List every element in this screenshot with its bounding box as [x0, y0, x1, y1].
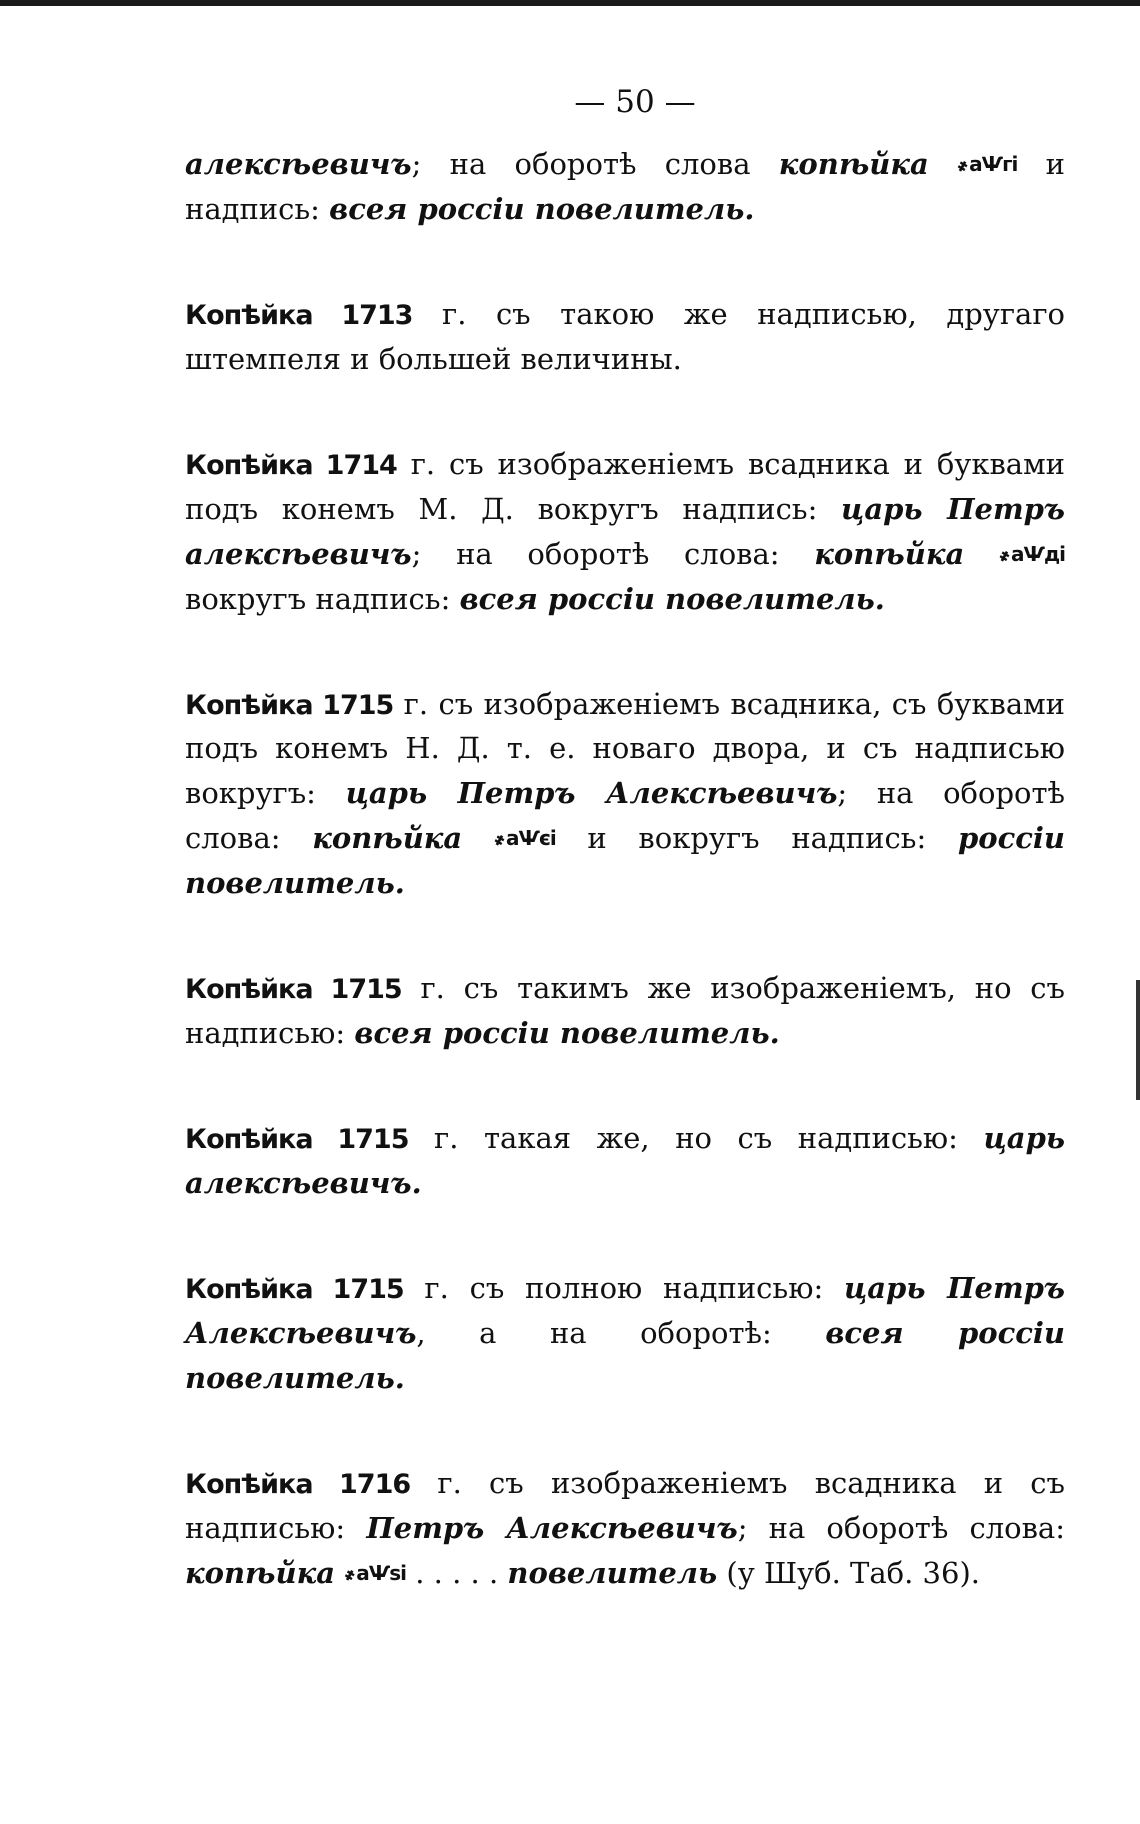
italic-text: царь Петръ Алексѣевичъ	[345, 776, 838, 811]
italic-text: Петръ Алексѣевичъ	[366, 1510, 738, 1545]
page-body	[185, 82, 1065, 1596]
entry-1713	[185, 292, 1065, 382]
entry-heading: Копѣйка 1715	[185, 689, 394, 721]
italic-text: царь Петръ Алексѣевичъ	[185, 1270, 1065, 1350]
entry-1714	[185, 442, 1065, 622]
text: г. съ такою же надписью, другаго штемпеля и большей величины.	[185, 296, 1065, 376]
page-number: — 50 —	[574, 84, 696, 120]
text: г. такая же, но съ надписью:	[408, 1121, 984, 1156]
italic-text: всея россіи повелитель.	[329, 191, 755, 226]
text: г. съ изображеніемъ всадника, съ буквами подъ конемъ Н. Д. т. е. новаго двора, и съ надписью вокругъ:	[185, 686, 1066, 811]
entry-heading: Копѣйка 1715	[185, 1124, 409, 1156]
italic-text: царь Петръ алексѣевичъ	[185, 491, 1065, 571]
italic-text: всея россіи повелитель.	[185, 1315, 1065, 1395]
text: г. съ такимъ же изображеніемъ, но съ надписью:	[185, 971, 1066, 1051]
text: г. съ изображеніемъ всадника и буквами подъ конемъ М. Д. вокругъ надпись:	[185, 446, 1065, 526]
text: (у Шуб. Таб. 36).	[717, 1555, 980, 1590]
text: и надпись:	[185, 147, 1066, 226]
top-border-rule	[0, 0, 1140, 6]
old-slavonic-numeral: ҂аѰsі	[344, 1560, 407, 1585]
entry-heading: Копѣйка 1716	[185, 1468, 411, 1500]
text: ; на оборотѣ слова:	[185, 776, 1065, 856]
text: . . . . .	[406, 1555, 508, 1590]
right-edge-mark	[1136, 980, 1140, 1100]
italic-text: копѣйка	[778, 147, 929, 181]
entry-1715-a	[185, 682, 1065, 907]
text: г. съ полною надписью:	[403, 1270, 844, 1305]
entry-heading: Копѣйка 1714	[185, 449, 397, 481]
entry-1715-b	[185, 966, 1065, 1056]
entry-heading: Копѣйка 1715	[185, 974, 402, 1006]
text: и вокругъ надпись:	[555, 821, 958, 856]
entry-1716	[185, 1461, 1065, 1596]
text: , а на оборотѣ:	[416, 1315, 826, 1350]
text: ; на оборотѣ слова:	[737, 1510, 1065, 1545]
text: ; на оборотѣ слова	[411, 147, 779, 181]
text: г. съ изображеніемъ всадника и съ надписью:	[185, 1465, 1065, 1545]
old-slavonic-numeral: ҂аѰгі	[957, 152, 1018, 176]
italic-text: повелитель	[507, 1555, 718, 1590]
old-slavonic-numeral: ҂аѰді	[998, 541, 1065, 566]
entry-1715-d	[185, 1266, 1065, 1401]
italic-text: копѣйка	[312, 821, 463, 856]
italic-text: копѣйка	[814, 536, 965, 571]
continuation-paragraph	[185, 142, 1065, 232]
italic-text: алексѣевичъ	[185, 147, 412, 181]
italic-text: копѣйка	[185, 1555, 335, 1590]
entry-1715-c	[185, 1116, 1065, 1206]
italic-text: всея россіи повелитель.	[354, 1016, 780, 1051]
text: вокругъ надпись:	[185, 581, 460, 616]
text: ; на оборотѣ слова:	[411, 536, 815, 571]
italic-text: всея россіи повелитель.	[459, 581, 885, 616]
entry-heading: Копѣйка 1715	[185, 1273, 404, 1305]
entry-heading: Копѣйка 1713	[185, 299, 413, 331]
italic-text: царь алексѣевичъ.	[185, 1121, 1065, 1200]
italic-text: россіи повелитель.	[185, 821, 1065, 901]
old-slavonic-numeral: ҂аѰєі	[493, 826, 556, 851]
